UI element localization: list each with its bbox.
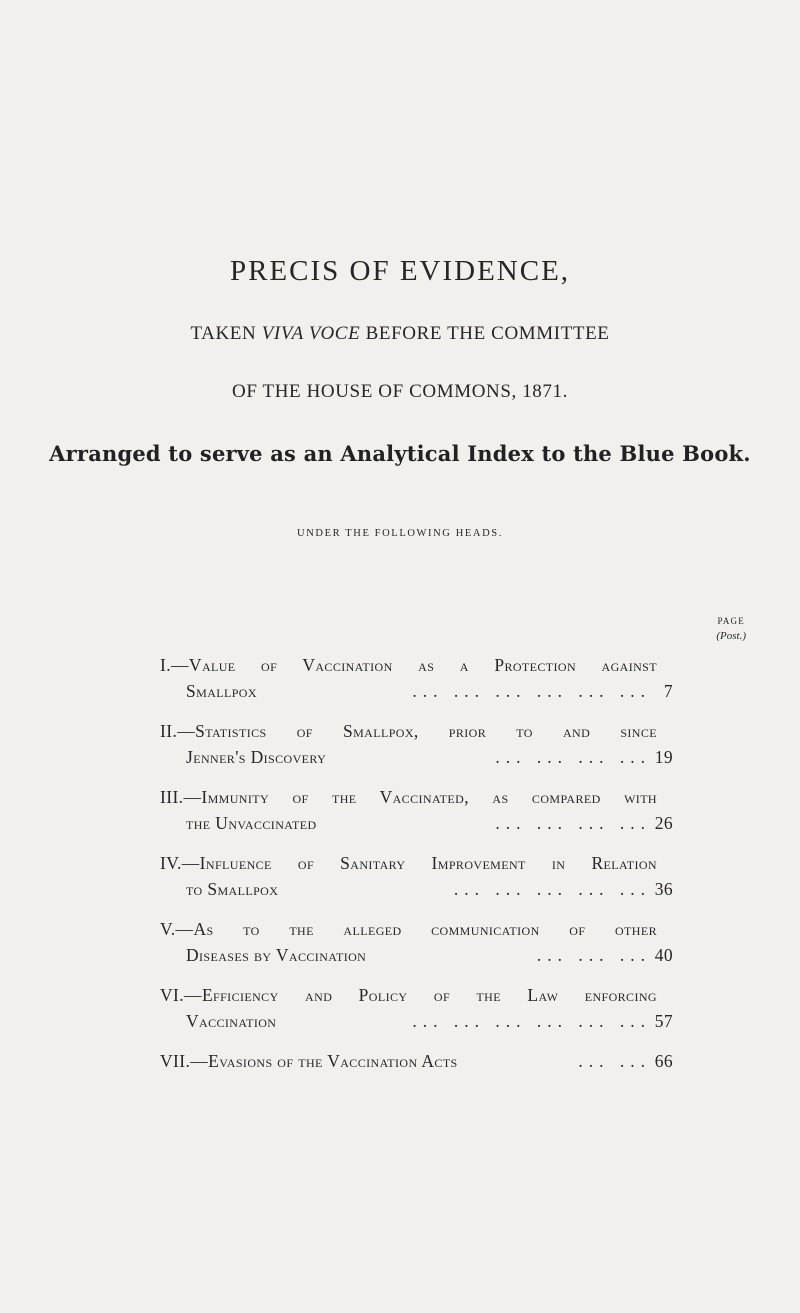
table-of-contents [160,652,673,1088]
toc-entry-continuation [160,810,673,836]
toc-entry-subject: Diseases by Vaccination [186,945,367,965]
toc-entry-heading: I.—Value of Vaccination as a Protection against [160,655,657,675]
subtitle-italic: VIVA VOCE [261,323,361,344]
toc-entry-6 [160,982,673,1034]
toc-page-number: 66 [654,1051,673,1071]
toc-page-number: 7 [663,681,673,701]
toc-leader-dots: ... ... ... ... ... ... [412,1011,651,1031]
toc-entry-4 [160,850,673,902]
analytical-index-line: Arranged to serve as an Analytical Index to the Blue Book. [49,441,751,466]
toc-entry-subject: to Smallpox [186,879,279,899]
toc-leader-dots: ... ... ... ... [495,747,651,767]
toc-entry-continuation [160,1008,673,1034]
toc-entry-subject: Smallpox [186,681,257,701]
toc-entry-3 [160,784,673,836]
toc-page-number: 57 [654,1011,673,1031]
subtitle-pre: TAKEN [190,323,262,344]
toc-leader-dots: ... ... ... [536,945,651,965]
toc-entry-1 [160,652,673,704]
subtitle-line-1 [0,323,800,345]
following-heads-label: UNDER THE FOLLOWING HEADS. [297,528,503,539]
post-note: (Post.) [716,630,746,642]
toc-entry-subject: Jenner's Discovery [186,747,327,767]
toc-page-number: 19 [654,747,673,767]
toc-leader-dots: ... ... ... ... ... [453,879,651,899]
toc-entry-continuation [160,876,673,902]
toc-page-number: 36 [654,879,673,899]
toc-entry-continuation [160,744,673,770]
toc-leader-dots: ... ... ... ... [495,813,651,833]
toc-entry-heading: VII.—Evasions of the Vaccination Acts [160,1051,458,1071]
toc-entry-heading: IV.—Influence of Sanitary Improvement in Relation [160,853,657,873]
toc-entry-7 [160,1048,673,1074]
page-label: PAGE [717,616,745,626]
toc-page-number: 26 [654,813,673,833]
toc-entry-subject: the Unvaccinated [186,813,317,833]
toc-entry-continuation [160,678,673,704]
toc-leader-dots: ... ... ... ... ... ... [412,681,651,701]
toc-entry-5 [160,916,673,968]
toc-entry-subject: Vaccination [186,1011,277,1031]
toc-entry-line [160,1048,673,1074]
toc-page-number: 40 [654,945,673,965]
toc-entry-heading: V.—As to the alleged communication of other [160,919,657,939]
page-title: PRECIS OF EVIDENCE, [229,255,571,287]
toc-leader-dots: ... ... [578,1051,651,1071]
toc-entry-heading: VI.—Efficiency and Policy of the Law enforcing [160,985,657,1005]
subtitle-line-2: OF THE HOUSE OF COMMONS, 1871. [232,381,568,402]
page-column-header [716,614,746,644]
toc-entry-heading: II.—Statistics of Smallpox, prior to and since [160,721,657,741]
toc-entry-heading: III.—Immunity of the Vaccinated, as compared with [160,787,657,807]
toc-entry-continuation [160,942,673,968]
toc-entry-2 [160,718,673,770]
subtitle-post: BEFORE THE COMMITTEE [360,323,610,344]
